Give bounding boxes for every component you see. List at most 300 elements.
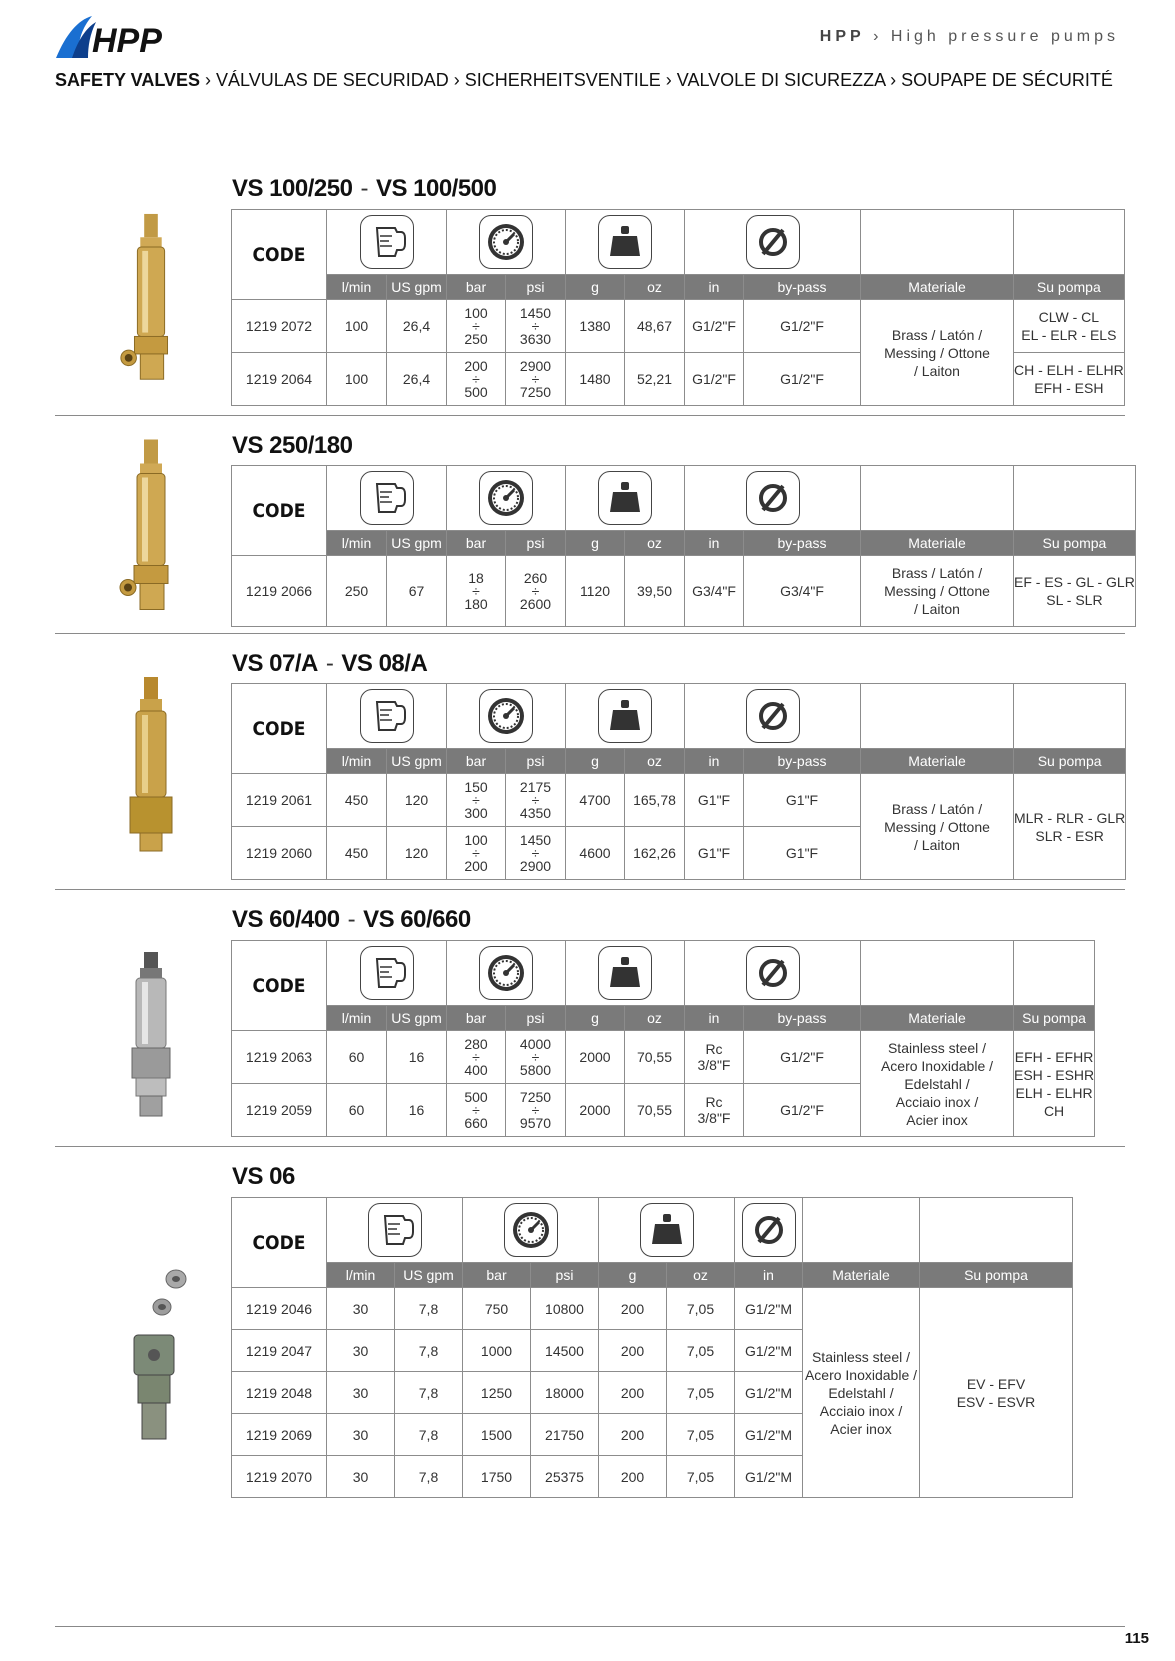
- pressure-gauge-icon-cell: [447, 210, 566, 275]
- spec-table: [231, 683, 1126, 880]
- weight-icon: [598, 946, 652, 1000]
- spec-table: [231, 1197, 1073, 1498]
- pump-models: EF - ES - GL - GLR: [1014, 574, 1135, 590]
- pressure-bar-part: 200: [464, 857, 488, 874]
- flow-lmin: 30: [327, 1414, 395, 1456]
- pressure-psi-part: ÷: [531, 370, 540, 387]
- table-row: [232, 774, 1126, 827]
- column-header: in: [685, 531, 744, 556]
- column-header: g: [599, 1263, 667, 1288]
- inlet-thread: G1/2"M: [735, 1372, 803, 1414]
- pump-models: CLW - CL: [1038, 309, 1100, 325]
- material-line: Acero Inoxidable /: [880, 1057, 994, 1074]
- flow-gpm: 7,8: [395, 1372, 463, 1414]
- weight-icon: [598, 215, 652, 269]
- pressure-bar-part: 250: [464, 330, 488, 347]
- compatible-pumps: [920, 1288, 1073, 1498]
- pressure-bar: 750: [463, 1288, 531, 1330]
- pressure-gauge-icon-cell: [447, 466, 566, 531]
- footer-divider: [55, 1626, 1125, 1627]
- pressure-psi-part: 1450: [519, 304, 552, 321]
- brand-suffix: High pressure pumps: [890, 28, 1119, 45]
- inlet-thread: G1"F: [685, 774, 744, 827]
- material-cell: [861, 556, 1014, 627]
- product-code: 1219 2070: [232, 1456, 327, 1498]
- column-header: l/min: [327, 275, 387, 300]
- diameter-icon: [746, 471, 800, 525]
- model-separator: -: [347, 906, 356, 933]
- pump-models: EV - EFV: [966, 1375, 1026, 1392]
- material-line: Brass / Latón /: [891, 326, 983, 343]
- pressure-psi-part: 4350: [519, 804, 552, 821]
- product-photo: [106, 1265, 196, 1460]
- pressure-gauge-icon: [479, 471, 533, 525]
- page-heading-translations: › VÁLVULAS DE SECURIDAD › SICHERHEITSVENTILE › VALVOLE DI SICUREZZA › SOUPAPE DE SÉCURITÉ: [200, 70, 1113, 90]
- blank-header-cell: [861, 941, 1014, 1006]
- pressure-bar-part: 200: [464, 357, 488, 374]
- pressure-psi-part: ÷: [531, 1048, 540, 1065]
- column-header: oz: [625, 749, 685, 774]
- bypass-thread: G1"F: [744, 827, 861, 880]
- code-header: CODE: [232, 941, 327, 1031]
- brand-separator: ›: [873, 28, 883, 45]
- pressure-bar-part: 100: [464, 304, 488, 321]
- pressure-bar: [447, 827, 506, 880]
- material-line: Acier inox: [830, 1420, 892, 1437]
- diameter-icon: [742, 1203, 796, 1257]
- inlet-thread-part: 3/8"F: [697, 1110, 731, 1126]
- inlet-thread: G1"F: [685, 827, 744, 880]
- flow-gpm: 7,8: [395, 1456, 463, 1498]
- flow-jug-icon-cell: [327, 466, 447, 531]
- model-name: VS 60/660: [363, 906, 471, 933]
- column-header: bar: [447, 275, 506, 300]
- column-header: psi: [506, 749, 566, 774]
- column-header: l/min: [327, 1263, 395, 1288]
- compatible-pumps: [1014, 774, 1126, 880]
- weight-g: 2000: [566, 1031, 625, 1084]
- flow-gpm: 120: [387, 827, 447, 880]
- diameter-icon-cell: [685, 210, 861, 275]
- product-photo: [106, 950, 196, 1125]
- pressure-psi-part: 4000: [519, 1035, 552, 1052]
- brand-prefix: HPP: [819, 28, 865, 45]
- diameter-icon-cell: [685, 466, 861, 531]
- pressure-bar-part: 300: [464, 804, 488, 821]
- weight-icon-cell: [566, 210, 685, 275]
- weight-g: 2000: [566, 1084, 625, 1137]
- column-header: in: [685, 1006, 744, 1031]
- column-header-row: [232, 1263, 1073, 1288]
- product-code: 1219 2072: [232, 300, 327, 353]
- diameter-icon: [746, 946, 800, 1000]
- page-heading: [55, 70, 1113, 91]
- weight-g: 200: [599, 1372, 667, 1414]
- compatible-pumps: [1014, 1031, 1095, 1137]
- pressure-psi: [506, 353, 566, 406]
- flow-gpm: 16: [387, 1084, 447, 1137]
- inlet-thread: G1/2"F: [685, 353, 744, 406]
- weight-oz: 70,55: [625, 1084, 685, 1137]
- material-line: Brass / Latón /: [891, 565, 983, 581]
- bypass-thread: G1/2"F: [744, 1084, 861, 1137]
- pressure-psi-part: 2900: [519, 857, 552, 874]
- column-header-row: [232, 1006, 1095, 1031]
- weight-g: 1120: [566, 556, 625, 627]
- pressure-psi-part: 2600: [519, 595, 552, 612]
- column-header: Materiale: [861, 1006, 1014, 1031]
- pressure-psi: 14500: [531, 1330, 599, 1372]
- pressure-bar: [447, 556, 506, 627]
- pressure-gauge-icon-cell: [447, 941, 566, 1006]
- pressure-psi-part: ÷: [531, 317, 540, 334]
- weight-g: 200: [599, 1456, 667, 1498]
- blank-header-cell: [861, 210, 1014, 275]
- column-header: by-pass: [744, 1006, 861, 1031]
- model-separator: -: [325, 650, 334, 677]
- pressure-psi-part: 2900: [519, 357, 552, 374]
- pump-models: MLR - RLR - GLR: [1014, 809, 1126, 826]
- flow-jug-icon-cell: [327, 941, 447, 1006]
- pressure-psi-part: ÷: [531, 1101, 540, 1118]
- diameter-icon-cell: [685, 941, 861, 1006]
- inlet-thread-part: 3/8"F: [697, 1057, 731, 1073]
- weight-oz: 7,05: [667, 1414, 735, 1456]
- pressure-bar-part: 100: [464, 831, 488, 848]
- diameter-icon: [746, 689, 800, 743]
- pressure-psi-part: 5800: [519, 1061, 552, 1078]
- blank-header-cell: [1014, 466, 1136, 531]
- column-header: psi: [506, 1006, 566, 1031]
- flow-lmin: 450: [327, 827, 387, 880]
- pressure-bar-part: 180: [464, 595, 488, 612]
- column-header: g: [566, 749, 625, 774]
- blank-header-cell: [1014, 941, 1095, 1006]
- weight-icon-cell: [599, 1198, 735, 1263]
- column-header: by-pass: [744, 275, 861, 300]
- column-header: psi: [531, 1263, 599, 1288]
- compatible-pumps: [1014, 353, 1125, 406]
- pressure-psi: [506, 556, 566, 627]
- product-code: 1219 2069: [232, 1414, 327, 1456]
- pressure-bar-part: ÷: [472, 1101, 480, 1118]
- inlet-thread: [685, 1031, 744, 1084]
- bypass-thread: G1/2"F: [744, 353, 861, 406]
- pump-models: CH: [1043, 1102, 1065, 1119]
- flow-jug-icon: [360, 946, 414, 1000]
- spec-table: [231, 465, 1136, 627]
- flow-gpm: 7,8: [395, 1288, 463, 1330]
- table-row: [232, 1288, 1073, 1330]
- flow-gpm: 16: [387, 1031, 447, 1084]
- page-heading-en: SAFETY VALVES: [55, 70, 201, 90]
- material-cell: [861, 1031, 1014, 1137]
- flow-jug-icon: [360, 471, 414, 525]
- pressure-bar: 1750: [463, 1456, 531, 1498]
- pressure-psi: 25375: [531, 1456, 599, 1498]
- pressure-psi-part: 260: [523, 569, 548, 586]
- table-row: [232, 300, 1125, 353]
- pump-models: CH - ELH - ELHR: [1014, 362, 1124, 378]
- flow-gpm: 26,4: [387, 353, 447, 406]
- column-header: US gpm: [387, 749, 447, 774]
- product-code: 1219 2063: [232, 1031, 327, 1084]
- product-photo: [106, 212, 196, 392]
- inlet-thread: G1/2"M: [735, 1288, 803, 1330]
- column-header: US gpm: [387, 275, 447, 300]
- pressure-gauge-icon: [479, 215, 533, 269]
- product-code: 1219 2066: [232, 556, 327, 627]
- bypass-thread: G1/2"F: [744, 300, 861, 353]
- material-line: Messing / Ottone: [884, 818, 990, 835]
- pump-models: EL - ELR - ELS: [1021, 327, 1117, 343]
- column-header: oz: [625, 1006, 685, 1031]
- icon-row: [232, 684, 1126, 749]
- spec-table: [231, 209, 1125, 406]
- pressure-bar-part: 660: [464, 1114, 488, 1131]
- weight-icon-cell: [566, 466, 685, 531]
- column-header: Su pompa: [1014, 1006, 1095, 1031]
- column-header: by-pass: [744, 749, 861, 774]
- column-header: Su pompa: [1014, 531, 1136, 556]
- weight-g: 200: [599, 1288, 667, 1330]
- column-header: US gpm: [395, 1263, 463, 1288]
- pump-models: EFH - EFHR: [1014, 1048, 1094, 1065]
- column-header: Materiale: [861, 749, 1014, 774]
- icon-row: [232, 1198, 1073, 1263]
- bypass-thread: G1/2"F: [744, 1031, 861, 1084]
- inlet-thread: [685, 1084, 744, 1137]
- flow-jug-icon: [360, 689, 414, 743]
- pressure-bar: 1250: [463, 1372, 531, 1414]
- weight-g: 4700: [566, 774, 625, 827]
- flow-jug-icon-cell: [327, 684, 447, 749]
- inlet-thread: G1/2"M: [735, 1330, 803, 1372]
- column-header: psi: [506, 531, 566, 556]
- weight-icon-cell: [566, 684, 685, 749]
- pressure-psi-part: 7250: [519, 1088, 552, 1105]
- weight-icon: [598, 471, 652, 525]
- inlet-thread: G3/4"F: [685, 556, 744, 627]
- pressure-bar: [447, 1031, 506, 1084]
- model-name: VS 100/500: [375, 175, 497, 202]
- column-header: bar: [463, 1263, 531, 1288]
- flow-lmin: 30: [327, 1330, 395, 1372]
- blank-header-cell: [861, 466, 1014, 531]
- column-header: in: [735, 1263, 803, 1288]
- product-photo: [106, 435, 196, 625]
- inlet-thread-part: Rc: [705, 1094, 723, 1110]
- pump-models: SL - SLR: [1046, 592, 1103, 608]
- pressure-bar-part: ÷: [472, 1048, 480, 1065]
- pressure-bar-part: ÷: [472, 370, 480, 387]
- pressure-bar-part: ÷: [472, 791, 480, 808]
- weight-g: 4600: [566, 827, 625, 880]
- section-divider: [55, 633, 1125, 634]
- pressure-bar: 1500: [463, 1414, 531, 1456]
- material-cell: [861, 774, 1014, 880]
- section-title: [232, 432, 352, 460]
- flow-gpm: 7,8: [395, 1330, 463, 1372]
- code-header: CODE: [232, 1198, 327, 1288]
- model-name: VS 250/180: [232, 432, 353, 459]
- weight-g: 1380: [566, 300, 625, 353]
- flow-lmin: 100: [327, 300, 387, 353]
- column-header: Materiale: [861, 275, 1014, 300]
- pressure-bar-part: 150: [464, 778, 488, 795]
- flow-gpm: 26,4: [387, 300, 447, 353]
- icon-row: [232, 466, 1136, 531]
- bypass-thread: G1"F: [744, 774, 861, 827]
- flow-lmin: 100: [327, 353, 387, 406]
- section-title: [232, 906, 471, 934]
- spec-table: [231, 940, 1095, 1137]
- material-line: Acero Inoxidable /: [804, 1366, 918, 1383]
- product-code: 1219 2047: [232, 1330, 327, 1372]
- weight-g: 1480: [566, 353, 625, 406]
- compatible-pumps: [1014, 556, 1136, 627]
- pressure-psi-part: ÷: [531, 791, 540, 808]
- inlet-thread: G1/2"M: [735, 1414, 803, 1456]
- flow-lmin: 250: [327, 556, 387, 627]
- pressure-psi-part: ÷: [531, 582, 540, 599]
- column-header: oz: [625, 275, 685, 300]
- inlet-thread-part: Rc: [705, 1041, 723, 1057]
- flow-lmin: 60: [327, 1084, 387, 1137]
- material-line: Messing / Ottone: [884, 583, 990, 599]
- weight-oz: 48,67: [625, 300, 685, 353]
- flow-jug-icon-cell: [327, 210, 447, 275]
- weight-g: 200: [599, 1330, 667, 1372]
- flow-lmin: 30: [327, 1288, 395, 1330]
- product-code: 1219 2048: [232, 1372, 327, 1414]
- pressure-gauge-icon: [479, 946, 533, 1000]
- pressure-gauge-icon-cell: [447, 684, 566, 749]
- pressure-gauge-icon: [504, 1203, 558, 1257]
- material-line: Brass / Latón /: [891, 800, 983, 817]
- code-header: CODE: [232, 466, 327, 556]
- column-header: oz: [667, 1263, 735, 1288]
- pump-models: EFH - ESH: [1034, 380, 1104, 396]
- material-line: / Laiton: [914, 836, 960, 853]
- blank-header-cell: [1014, 210, 1125, 275]
- pressure-bar: [447, 300, 506, 353]
- pressure-psi-part: 3630: [519, 330, 552, 347]
- column-header: in: [685, 275, 744, 300]
- table-row: [232, 556, 1136, 627]
- flow-jug-icon-cell: [327, 1198, 463, 1263]
- weight-oz: 162,26: [625, 827, 685, 880]
- pressure-bar-part: 500: [464, 1088, 488, 1105]
- blank-header-cell: [803, 1198, 920, 1263]
- weight-oz: 165,78: [625, 774, 685, 827]
- diameter-icon-cell: [685, 684, 861, 749]
- column-header-row: [232, 749, 1126, 774]
- column-header: US gpm: [387, 531, 447, 556]
- pressure-psi-part: 1450: [519, 831, 552, 848]
- material-line: Acier inox: [906, 1111, 968, 1128]
- column-header: US gpm: [387, 1006, 447, 1031]
- pump-models: ELH - ELHR: [1015, 1084, 1093, 1101]
- column-header: psi: [506, 275, 566, 300]
- column-header: in: [685, 749, 744, 774]
- pressure-bar: [447, 774, 506, 827]
- section-divider: [55, 1146, 1125, 1147]
- pump-models: SLR - ESR: [1035, 827, 1104, 844]
- pressure-psi: [506, 1084, 566, 1137]
- pressure-bar-part: 18: [468, 569, 484, 586]
- column-header: l/min: [327, 531, 387, 556]
- weight-g: 200: [599, 1414, 667, 1456]
- blank-header-cell: [861, 684, 1014, 749]
- weight-oz: 39,50: [625, 556, 685, 627]
- weight-oz: 70,55: [625, 1031, 685, 1084]
- model-name: VS 07/A: [232, 650, 318, 677]
- pressure-psi-part: 9570: [519, 1114, 552, 1131]
- compatible-pumps: [1014, 300, 1125, 353]
- weight-icon: [640, 1203, 694, 1257]
- pressure-psi: [506, 827, 566, 880]
- flow-lmin: 450: [327, 774, 387, 827]
- material-line: Messing / Ottone: [884, 344, 990, 361]
- pressure-psi: 21750: [531, 1414, 599, 1456]
- product-code: 1219 2059: [232, 1084, 327, 1137]
- column-header: g: [566, 1006, 625, 1031]
- model-name: VS 60/400: [232, 906, 340, 933]
- section-title: [232, 175, 496, 203]
- diameter-icon: [746, 215, 800, 269]
- weight-oz: 7,05: [667, 1288, 735, 1330]
- pressure-psi-part: 2175: [519, 778, 552, 795]
- pump-models: ESH - ESHR: [1014, 1066, 1095, 1083]
- inlet-thread: G1/2"F: [685, 300, 744, 353]
- weight-oz: 7,05: [667, 1330, 735, 1372]
- brand-line: [820, 28, 1119, 46]
- pressure-gauge-icon: [479, 689, 533, 743]
- model-separator: -: [360, 175, 368, 202]
- product-code: 1219 2060: [232, 827, 327, 880]
- material-line: Edelstahl /: [828, 1384, 894, 1401]
- pressure-psi: [506, 774, 566, 827]
- code-header: CODE: [232, 210, 327, 300]
- pressure-bar-part: 400: [464, 1061, 488, 1078]
- pressure-gauge-icon-cell: [463, 1198, 599, 1263]
- pressure-bar-part: ÷: [472, 317, 480, 334]
- model-name: VS 08/A: [341, 650, 428, 677]
- weight-oz: 7,05: [667, 1372, 735, 1414]
- pressure-bar: [447, 353, 506, 406]
- pressure-bar-part: ÷: [472, 582, 480, 599]
- flow-jug-icon: [360, 215, 414, 269]
- column-header: oz: [625, 531, 685, 556]
- blank-header-cell: [1014, 684, 1126, 749]
- material-line: / Laiton: [914, 362, 960, 379]
- column-header-row: [232, 531, 1136, 556]
- logo-wordmark: HPP: [92, 22, 162, 60]
- product-code: 1219 2046: [232, 1288, 327, 1330]
- column-header: bar: [447, 531, 506, 556]
- bypass-thread: G3/4"F: [744, 556, 861, 627]
- material-line: Stainless steel /: [811, 1348, 911, 1365]
- pressure-psi-part: ÷: [531, 844, 540, 861]
- material-line: Edelstahl /: [904, 1075, 970, 1092]
- pressure-psi: 10800: [531, 1288, 599, 1330]
- flow-lmin: 60: [327, 1031, 387, 1084]
- flow-gpm: 67: [387, 556, 447, 627]
- pressure-psi-part: 7250: [519, 383, 552, 400]
- column-header: bar: [447, 1006, 506, 1031]
- column-header: g: [566, 275, 625, 300]
